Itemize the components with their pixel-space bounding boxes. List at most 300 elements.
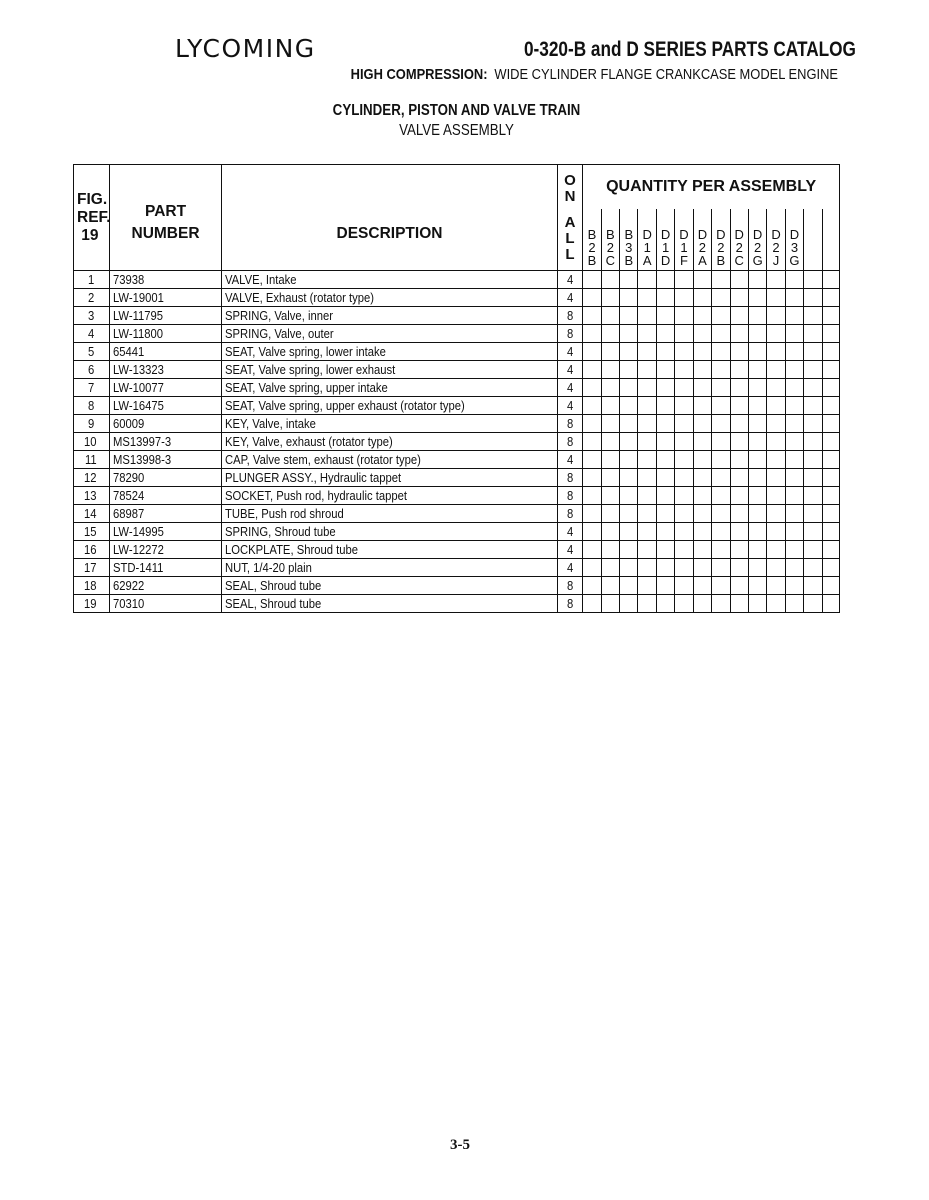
model-qty-cell — [767, 415, 785, 433]
model-qty-cell — [693, 325, 711, 343]
model-qty-cell — [822, 271, 839, 289]
on-all-qty-cell-text: 8 — [566, 470, 573, 485]
model-qty-cell — [638, 541, 656, 559]
on-all-qty-cell — [557, 415, 583, 433]
model-qty-cell — [730, 433, 748, 451]
on-all-qty-cell-text: 8 — [566, 578, 573, 593]
model-qty-cell — [583, 343, 601, 361]
model-qty-cell — [583, 487, 601, 505]
model-qty-cell — [785, 595, 803, 613]
model-qty-cell — [620, 469, 638, 487]
on-all-qty-cell-text: 4 — [566, 272, 573, 287]
table-row — [74, 433, 840, 451]
model-qty-cell — [675, 451, 693, 469]
model-qty-cell — [712, 307, 730, 325]
on-all-qty-cell-text: 8 — [566, 596, 573, 611]
model-qty-cell — [675, 469, 693, 487]
model-qty-cell — [601, 523, 619, 541]
model-qty-cell — [693, 307, 711, 325]
table-row — [74, 343, 840, 361]
description-header: DESCRIPTION — [222, 165, 557, 271]
model-qty-cell — [822, 325, 839, 343]
model-column-header — [804, 209, 822, 271]
fig-ref-cell — [74, 415, 110, 433]
model-qty-cell — [675, 271, 693, 289]
page-number: 3-5 — [450, 1137, 470, 1153]
model-qty-cell — [712, 397, 730, 415]
on-all-qty-cell — [557, 379, 583, 397]
model-qty-cell — [693, 577, 711, 595]
model-qty-cell — [601, 487, 619, 505]
model-qty-cell — [785, 559, 803, 577]
model-qty-cell — [656, 595, 674, 613]
model-qty-cell — [767, 325, 785, 343]
model-column-header — [656, 209, 674, 271]
fig-ref-cell-text: 2 — [87, 290, 95, 305]
fig-ref-cell-text: 10 — [84, 434, 97, 449]
model-letter: 2 — [588, 240, 596, 255]
model-qty-cell — [638, 307, 656, 325]
model-qty-cell — [712, 361, 730, 379]
model-qty-cell — [583, 415, 601, 433]
model-letter: D — [697, 227, 708, 242]
model-qty-cell — [583, 397, 601, 415]
fig-ref-cell-text: 9 — [87, 416, 95, 431]
model-qty-cell — [675, 523, 693, 541]
model-qty-cell — [785, 343, 803, 361]
model-column-header — [693, 209, 711, 271]
model-qty-cell — [638, 559, 656, 577]
description-cell-text: SEAT, Valve spring, upper intake — [225, 380, 389, 395]
model-qty-cell — [601, 271, 619, 289]
on-all-qty-cell-text: 8 — [566, 326, 573, 341]
fig-ref-cell — [74, 289, 110, 307]
model-letter: D — [660, 253, 671, 268]
on-all-qty-cell — [557, 577, 583, 595]
description-cell — [222, 397, 557, 415]
model-qty-cell — [804, 397, 822, 415]
fig-ref-cell — [74, 469, 110, 487]
model-qty-cell — [656, 433, 674, 451]
model-qty-cell — [693, 469, 711, 487]
model-qty-cell — [767, 523, 785, 541]
table-row — [74, 559, 840, 577]
description-cell-text: VALVE, Exhaust (rotator type) — [225, 290, 375, 305]
model-letter: D — [789, 227, 800, 242]
part-number-cell-text: 73938 — [112, 272, 145, 287]
fig-ref-header — [74, 165, 110, 271]
model-qty-cell — [693, 559, 711, 577]
part-number-cell — [109, 505, 221, 523]
description-cell-text: SEAT, Valve spring, upper exhaust (rotator type) — [225, 398, 465, 413]
on-all-qty-cell — [557, 523, 583, 541]
part-number-cell — [109, 523, 221, 541]
model-qty-cell — [675, 379, 693, 397]
part-number-cell-text: LW-11800 — [112, 326, 163, 341]
fig-ref-cell — [74, 271, 110, 289]
model-letter: 1 — [661, 240, 670, 255]
model-qty-cell — [822, 433, 839, 451]
model-qty-cell — [656, 271, 674, 289]
model-qty-cell — [712, 559, 730, 577]
part-number-cell — [109, 451, 221, 469]
model-qty-cell — [601, 559, 619, 577]
on-all-qty-cell — [557, 307, 583, 325]
table-row — [74, 271, 840, 289]
model-qty-cell — [767, 433, 785, 451]
model-qty-cell — [601, 451, 619, 469]
engine-model-line — [350, 66, 838, 83]
model-qty-cell — [656, 451, 674, 469]
table-row — [74, 541, 840, 559]
part-number-cell — [109, 343, 221, 361]
model-qty-cell — [583, 325, 601, 343]
table-row — [74, 595, 840, 613]
model-qty-cell — [638, 523, 656, 541]
model-qty-cell — [767, 379, 785, 397]
description-cell — [222, 469, 557, 487]
description-cell-text: KEY, Valve, intake — [225, 416, 317, 431]
model-qty-cell — [804, 415, 822, 433]
description-cell — [222, 433, 557, 451]
model-qty-cell — [583, 379, 601, 397]
description-cell — [222, 559, 557, 577]
fig-label: FIG. — [77, 190, 108, 208]
on-all-qty-cell-text: 8 — [566, 434, 573, 449]
model-qty-cell — [675, 559, 693, 577]
table-row — [74, 307, 840, 325]
table-header-row — [74, 165, 840, 210]
model-qty-cell — [675, 289, 693, 307]
model-qty-cell — [638, 595, 656, 613]
model-qty-cell — [785, 361, 803, 379]
description-cell — [222, 307, 557, 325]
fig-ref-cell — [74, 577, 110, 595]
model-qty-cell — [693, 379, 711, 397]
model-qty-cell — [620, 433, 638, 451]
model-qty-cell — [638, 469, 656, 487]
fig-ref-cell — [74, 595, 110, 613]
model-qty-cell — [730, 271, 748, 289]
description-cell — [222, 271, 557, 289]
model-qty-cell — [620, 361, 638, 379]
model-qty-cell — [656, 469, 674, 487]
model-qty-cell — [675, 307, 693, 325]
on-all-qty-cell — [557, 469, 583, 487]
model-qty-cell — [583, 433, 601, 451]
part-number-cell — [109, 289, 221, 307]
model-qty-cell — [675, 397, 693, 415]
model-qty-cell — [822, 523, 839, 541]
model-qty-cell — [620, 271, 638, 289]
model-qty-cell — [785, 469, 803, 487]
model-qty-cell — [767, 271, 785, 289]
table-row — [74, 469, 840, 487]
table-row — [74, 505, 840, 523]
model-qty-cell — [675, 415, 693, 433]
on-all-qty-cell-text: 4 — [566, 380, 573, 395]
parts-table-body — [74, 271, 840, 613]
fig-number: 19 — [81, 226, 99, 244]
model-column-header — [748, 209, 766, 271]
model-qty-cell — [620, 343, 638, 361]
description-cell — [222, 343, 557, 361]
fig-ref-cell — [74, 361, 110, 379]
model-qty-cell — [656, 487, 674, 505]
model-qty-cell — [638, 433, 656, 451]
model-qty-cell — [675, 505, 693, 523]
part-number-cell-text: 65441 — [112, 344, 145, 359]
model-qty-cell — [804, 577, 822, 595]
model-qty-cell — [693, 289, 711, 307]
on-all-qty-cell-text: 4 — [566, 560, 573, 575]
fig-ref-cell-text: 13 — [84, 488, 97, 503]
model-qty-cell — [730, 379, 748, 397]
model-qty-cell — [804, 343, 822, 361]
model-column-header — [730, 209, 748, 271]
model-qty-cell — [822, 595, 839, 613]
model-qty-cell — [767, 505, 785, 523]
model-qty-cell — [804, 451, 822, 469]
model-qty-cell — [675, 343, 693, 361]
model-column-header — [785, 209, 803, 271]
fig-ref-cell-text: 18 — [84, 578, 97, 593]
on-all-qty-cell-text: 4 — [566, 524, 573, 539]
model-letter: D — [679, 227, 689, 242]
model-qty-cell — [767, 487, 785, 505]
model-qty-cell — [601, 577, 619, 595]
model-qty-cell — [583, 541, 601, 559]
model-qty-cell — [712, 415, 730, 433]
model-qty-cell — [748, 559, 766, 577]
model-qty-cell — [656, 361, 674, 379]
part-number-cell-text: 78290 — [112, 470, 145, 485]
model-qty-cell — [822, 307, 839, 325]
model-qty-cell — [620, 559, 638, 577]
fig-ref-cell — [74, 379, 110, 397]
model-qty-cell — [620, 379, 638, 397]
table-row — [74, 523, 840, 541]
model-qty-cell — [601, 307, 619, 325]
model-qty-cell — [583, 361, 601, 379]
table-row — [74, 397, 840, 415]
model-qty-cell — [638, 379, 656, 397]
engine-model: WIDE CYLINDER FLANGE CRANKCASE MODEL ENGINE — [494, 66, 838, 83]
on-all-qty-cell — [557, 361, 583, 379]
fig-ref-cell-text: 8 — [87, 398, 95, 413]
model-letter: D — [734, 227, 744, 242]
on-all-qty-cell — [557, 289, 583, 307]
model-qty-cell — [748, 343, 766, 361]
model-qty-cell — [712, 343, 730, 361]
model-qty-cell — [712, 271, 730, 289]
model-letter: D — [771, 227, 781, 242]
fig-ref-cell — [74, 433, 110, 451]
on-all-qty-cell-text: 8 — [566, 416, 573, 431]
model-letter: A — [698, 253, 707, 268]
number-label: NUMBER — [131, 224, 200, 242]
model-qty-cell — [601, 469, 619, 487]
model-qty-cell — [675, 541, 693, 559]
model-letter: 2 — [606, 240, 614, 255]
model-qty-cell — [601, 397, 619, 415]
model-qty-cell — [822, 397, 839, 415]
model-qty-cell — [656, 415, 674, 433]
model-qty-cell — [712, 451, 730, 469]
fig-ref-cell-text: 12 — [84, 470, 97, 485]
description-cell — [222, 577, 557, 595]
model-qty-cell — [748, 505, 766, 523]
model-qty-cell — [712, 469, 730, 487]
model-qty-cell — [656, 307, 674, 325]
table-row — [74, 451, 840, 469]
model-qty-cell — [822, 415, 839, 433]
model-qty-cell — [656, 325, 674, 343]
on-all-qty-cell-text: 4 — [566, 362, 573, 377]
on-all-qty-cell — [557, 541, 583, 559]
model-qty-cell — [656, 343, 674, 361]
part-number-cell-text: 68987 — [112, 506, 145, 521]
model-qty-cell — [730, 595, 748, 613]
on-all-qty-cell — [557, 595, 583, 613]
model-qty-cell — [583, 523, 601, 541]
model-qty-cell — [693, 505, 711, 523]
model-qty-cell — [638, 325, 656, 343]
part-number-cell — [109, 379, 221, 397]
model-letter: D — [660, 227, 671, 242]
fig-ref-cell — [74, 505, 110, 523]
model-qty-cell — [767, 289, 785, 307]
model-qty-cell — [767, 343, 785, 361]
model-qty-cell — [785, 577, 803, 595]
part-number-cell — [109, 595, 221, 613]
on-all-letter: A — [564, 213, 576, 231]
model-qty-cell — [785, 325, 803, 343]
part-number-cell-text: 78524 — [112, 488, 145, 503]
model-qty-cell — [693, 397, 711, 415]
model-qty-cell — [822, 487, 839, 505]
fig-ref-cell — [74, 487, 110, 505]
part-label: PART — [145, 202, 187, 220]
model-qty-cell — [638, 343, 656, 361]
on-all-letter: L — [565, 229, 575, 247]
description-cell-text: TUBE, Push rod shroud — [225, 506, 345, 521]
model-column-header — [712, 209, 730, 271]
description-cell-text: SEAT, Valve spring, lower exhaust — [225, 362, 396, 377]
on-all-qty-cell-text: 4 — [566, 290, 573, 305]
on-all-qty-cell — [557, 325, 583, 343]
model-letter: 2 — [717, 240, 725, 255]
model-qty-cell — [785, 271, 803, 289]
model-qty-cell — [638, 577, 656, 595]
model-column-header — [583, 209, 601, 271]
model-qty-cell — [712, 289, 730, 307]
model-qty-cell — [712, 325, 730, 343]
model-qty-cell — [730, 559, 748, 577]
model-qty-cell — [675, 577, 693, 595]
model-qty-cell — [693, 271, 711, 289]
model-column-header — [620, 209, 638, 271]
model-qty-cell — [656, 559, 674, 577]
fig-ref-cell-text: 14 — [84, 506, 97, 521]
description-cell-text: NUT, 1/4-20 plain — [225, 560, 313, 575]
part-number-header — [109, 165, 221, 271]
model-qty-cell — [730, 505, 748, 523]
lycoming-logo: LYCOMING — [175, 34, 316, 63]
part-number-cell-text: 60009 — [112, 416, 145, 431]
description-cell — [222, 523, 557, 541]
model-qty-cell — [620, 523, 638, 541]
model-letter — [823, 254, 839, 267]
part-number-cell-text: LW-13323 — [112, 362, 164, 377]
model-qty-cell — [748, 379, 766, 397]
model-qty-cell — [730, 451, 748, 469]
on-all-qty-cell — [557, 487, 583, 505]
model-letter: B — [624, 253, 634, 268]
table-row — [74, 325, 840, 343]
on-all-qty-cell-text: 8 — [566, 308, 573, 323]
model-qty-cell — [730, 325, 748, 343]
model-column-header — [822, 209, 839, 271]
model-qty-cell — [712, 433, 730, 451]
table-row — [74, 289, 840, 307]
description-cell — [222, 361, 557, 379]
model-qty-cell — [804, 487, 822, 505]
model-qty-cell — [638, 397, 656, 415]
part-number-cell-text: MS13998-3 — [112, 452, 171, 467]
model-qty-cell — [767, 397, 785, 415]
model-letter: G — [789, 253, 800, 268]
model-letter: D — [642, 227, 652, 242]
model-qty-cell — [785, 523, 803, 541]
model-qty-cell — [638, 415, 656, 433]
part-number-cell-text: LW-10077 — [112, 380, 164, 395]
model-qty-cell — [601, 361, 619, 379]
model-qty-cell — [638, 361, 656, 379]
model-qty-cell — [730, 523, 748, 541]
model-letter: B — [587, 253, 597, 268]
model-letter: 2 — [698, 240, 707, 255]
fig-ref-cell — [74, 307, 110, 325]
description-cell-text: CAP, Valve stem, exhaust (rotator type) — [225, 452, 422, 467]
fig-ref-cell — [74, 343, 110, 361]
model-qty-cell — [822, 289, 839, 307]
model-qty-cell — [822, 505, 839, 523]
model-qty-cell — [693, 541, 711, 559]
fig-ref-cell-text: 3 — [87, 308, 95, 323]
ref-label: REF. — [77, 208, 111, 226]
model-qty-cell — [785, 397, 803, 415]
fig-ref-cell — [74, 559, 110, 577]
part-number-cell-text: LW-12272 — [112, 542, 164, 557]
model-qty-cell — [601, 433, 619, 451]
part-number-cell — [109, 559, 221, 577]
on-all-qty-cell — [557, 559, 583, 577]
model-qty-cell — [785, 379, 803, 397]
model-qty-cell — [620, 289, 638, 307]
model-letter: 1 — [680, 240, 688, 255]
model-qty-cell — [804, 595, 822, 613]
description-cell-text: SEAL, Shroud tube — [225, 596, 322, 611]
model-qty-cell — [748, 469, 766, 487]
part-number-cell — [109, 361, 221, 379]
table-row — [74, 577, 840, 595]
fig-ref-cell — [74, 397, 110, 415]
model-qty-cell — [748, 451, 766, 469]
on-all-qty-cell — [557, 271, 583, 289]
description-cell-text: KEY, Valve, exhaust (rotator type) — [225, 434, 394, 449]
model-qty-cell — [712, 505, 730, 523]
